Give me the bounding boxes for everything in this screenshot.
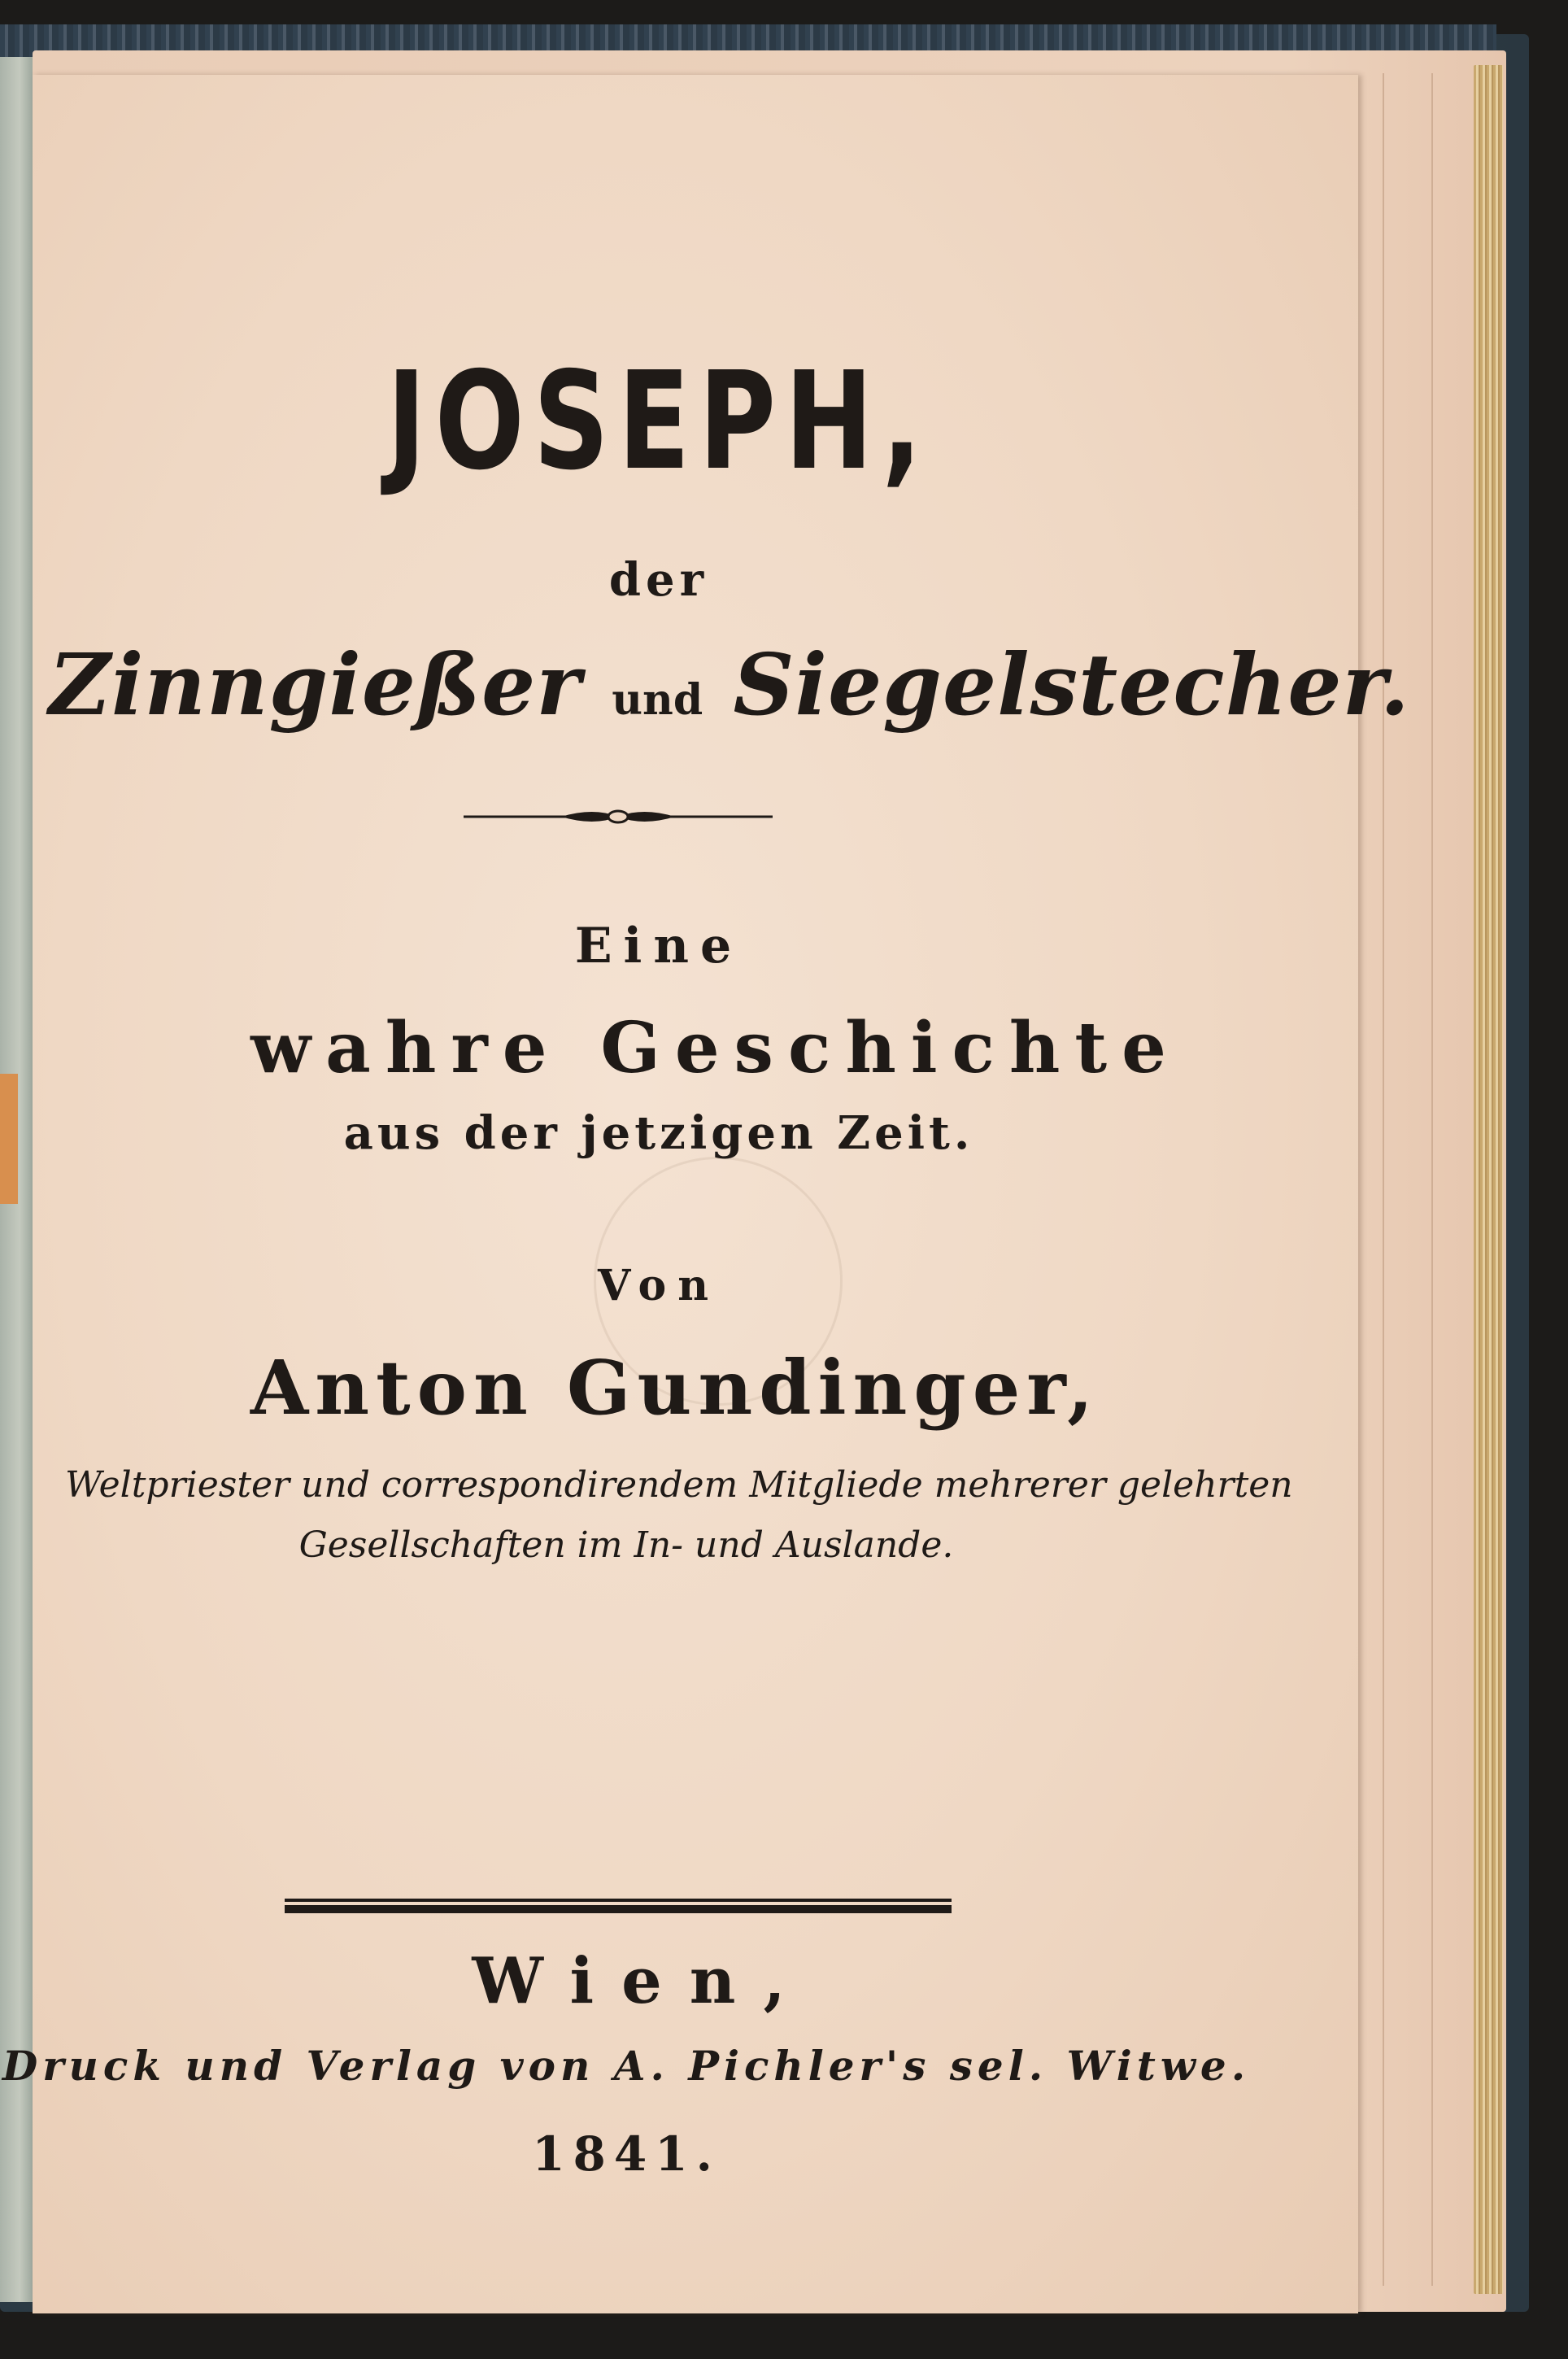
author-name: Anton Gundinger, [250, 1344, 1100, 1432]
publisher-line: Druck und Verlag von A. Pichler's sel. Witwe. [2, 2042, 1251, 2090]
page-edge-line [1383, 73, 1384, 2286]
ornament-divider [464, 807, 773, 826]
subtitle-eine: Eine [574, 918, 743, 975]
book-title: JOSEPH, [386, 343, 931, 500]
subtitle-wahre-geschichte: wahre Geschichte [250, 1007, 1181, 1089]
double-rule-divider [285, 1897, 952, 1915]
title-page [2, 75, 1410, 2313]
title-article: der [608, 553, 709, 607]
publication-place: Wien, [472, 1944, 813, 2018]
author-description-line2: Gesellschaften im In- und Auslande. [298, 1524, 954, 1566]
subtitle-aus-der-zeit: aus der jetzigen Zeit. [343, 1106, 974, 1160]
spine-tab [0, 1074, 18, 1204]
author-description-line1: Weltpriester und correspondirendem Mitgliede mehrerer gelehrten [65, 1464, 1293, 1506]
subtitle-part1: Zinngießer [49, 634, 582, 735]
author-prefix: Von [597, 1261, 721, 1310]
subtitle-part2: Siegelstecher. [733, 634, 1410, 735]
book-subtitle [49, 634, 1410, 735]
publication-year: 1841. [532, 2126, 721, 2182]
gilt-page-edge [1474, 65, 1503, 2294]
subtitle-conjunction: und [612, 675, 703, 725]
page-edge-line [1431, 73, 1433, 2286]
